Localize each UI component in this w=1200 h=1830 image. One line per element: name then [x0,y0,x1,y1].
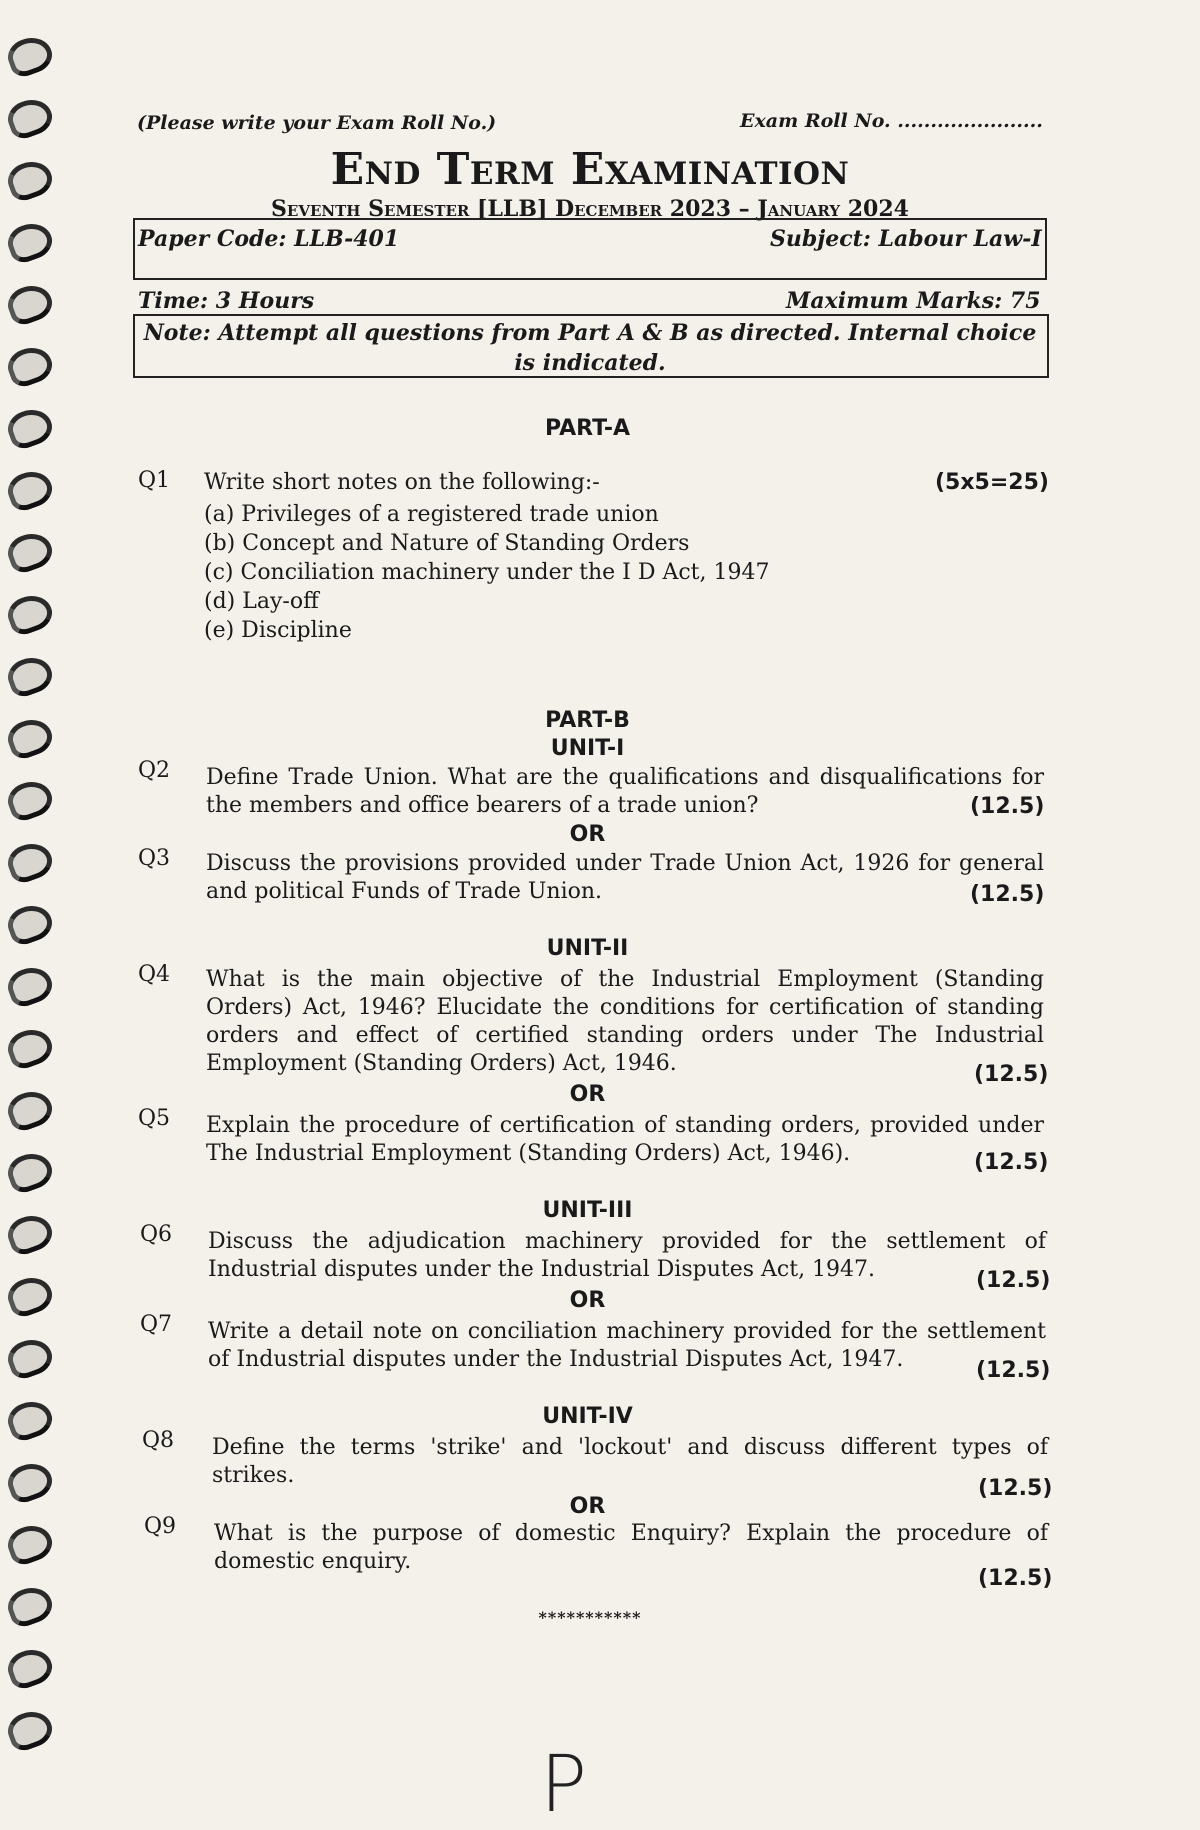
binding-ring [3,962,57,1011]
question-marks: (12.5) [976,1358,1051,1383]
binding-ring [3,466,57,515]
question-number: Q2 [138,758,171,783]
question-number: Q4 [138,962,171,987]
unit-heading: UNIT-III [542,1198,633,1223]
question-text: Discuss the provisions provided under Trade Union Act, 1926 for general and political Funds of Trade Union. [206,851,1044,904]
question-marks: (12.5) [970,882,1045,907]
exam-roll-field: Exam Roll No. ...................... [740,110,1043,132]
end-marker: *********** [538,1608,642,1627]
question-marks: (12.5) [974,1062,1049,1087]
question-number: Q7 [140,1312,173,1337]
question-text: Define the terms 'strike' and 'lockout' and discuss different types of strikes. [212,1435,1048,1488]
binding-ring [3,1334,57,1383]
list-item: (b) Concept and Nature of Standing Orders [204,531,690,556]
list-item: (e) Discipline [204,618,352,643]
binding-ring [3,1024,57,1073]
binding-ring [3,652,57,701]
binding-ring [3,590,57,639]
question-marks: (5x5=25) [935,470,1049,495]
part-b-heading: PART-B [545,708,630,733]
subject: Subject: Labour Law-I [770,226,1042,252]
question-text: Define Trade Union. What are the qualifications and disqualifications for the members and office bearers of a trade union? [206,765,1044,818]
question-number: Q9 [144,1514,177,1539]
handwritten-mark: P [540,1740,588,1830]
question-number: Q5 [138,1106,171,1131]
question-text: Explain the procedure of certification of standing orders, provided under The Industrial Employment (Standing Orders) Act, 1946). [206,1113,1044,1166]
binding-ring [3,776,57,825]
exam-note: Note: Attempt all questions from Part A & B as directed. Internal choice is indicated. [143,320,1037,376]
question-text: Discuss the adjudication machinery provided for the settlement of Industrial disputes under the Industrial Disputes Act, 1947. [208,1229,1046,1282]
list-item: (c) Conciliation machinery under the I D Act, 1947 [204,560,770,585]
binding-ring [3,1644,57,1693]
question-marks: (12.5) [970,794,1045,819]
question-text: What is the purpose of domestic Enquiry? Explain the procedure of domestic enquiry. [214,1521,1048,1574]
unit-heading: UNIT-II [546,936,629,961]
unit-heading: UNIT-I [550,736,625,761]
exam-time: Time: 3 Hours [138,288,315,314]
spiral-binding [0,20,60,1790]
question-text: What is the main objective of the Industrial Employment (Standing Orders) Act, 1946? Elucidate the conditions for certification of standing orders and effect of certified standing orders under The Industrial Employment (Standing Orders) Act, 1946. [206,967,1044,1076]
list-item: (d) Lay-off [204,589,319,614]
binding-ring [3,1148,57,1197]
question-number: Q6 [140,1222,173,1247]
question-marks: (12.5) [976,1268,1051,1293]
binding-ring [3,218,57,267]
exam-title: End Term Examination [330,144,850,195]
max-marks: Maximum Marks: 75 [786,288,1041,314]
binding-ring [3,342,57,391]
binding-ring [3,94,57,143]
exam-subtitle: Seventh Semester [LLB] December 2023 – January 2024 [271,196,909,222]
binding-ring [3,528,57,577]
question-marks: (12.5) [974,1150,1049,1175]
question-text: Write a detail note on conciliation machinery provided for the settlement of Industrial disputes under the Industrial Disputes Act, 1947. [208,1319,1046,1372]
question-marks: (12.5) [978,1476,1053,1501]
question-text: Write short notes on the following:- [204,470,600,495]
binding-ring [3,280,57,329]
unit-heading: UNIT-IV [542,1404,633,1429]
or-divider: OR [569,1082,606,1107]
roll-instruction: (Please write your Exam Roll No.) [137,112,497,134]
or-divider: OR [569,822,606,847]
question-number: Q3 [138,846,171,871]
part-a-heading: PART-A [544,416,630,441]
or-divider: OR [569,1288,606,1313]
question-marks: (12.5) [978,1566,1053,1591]
binding-ring [3,1706,57,1755]
or-divider: OR [569,1494,606,1519]
binding-ring [3,1520,57,1569]
binding-ring [3,32,57,81]
paper-code: Paper Code: LLB-401 [138,226,400,252]
question-number: Q1 [138,468,171,493]
question-number: Q8 [142,1428,175,1453]
list-item: (a) Privileges of a registered trade union [204,502,659,527]
